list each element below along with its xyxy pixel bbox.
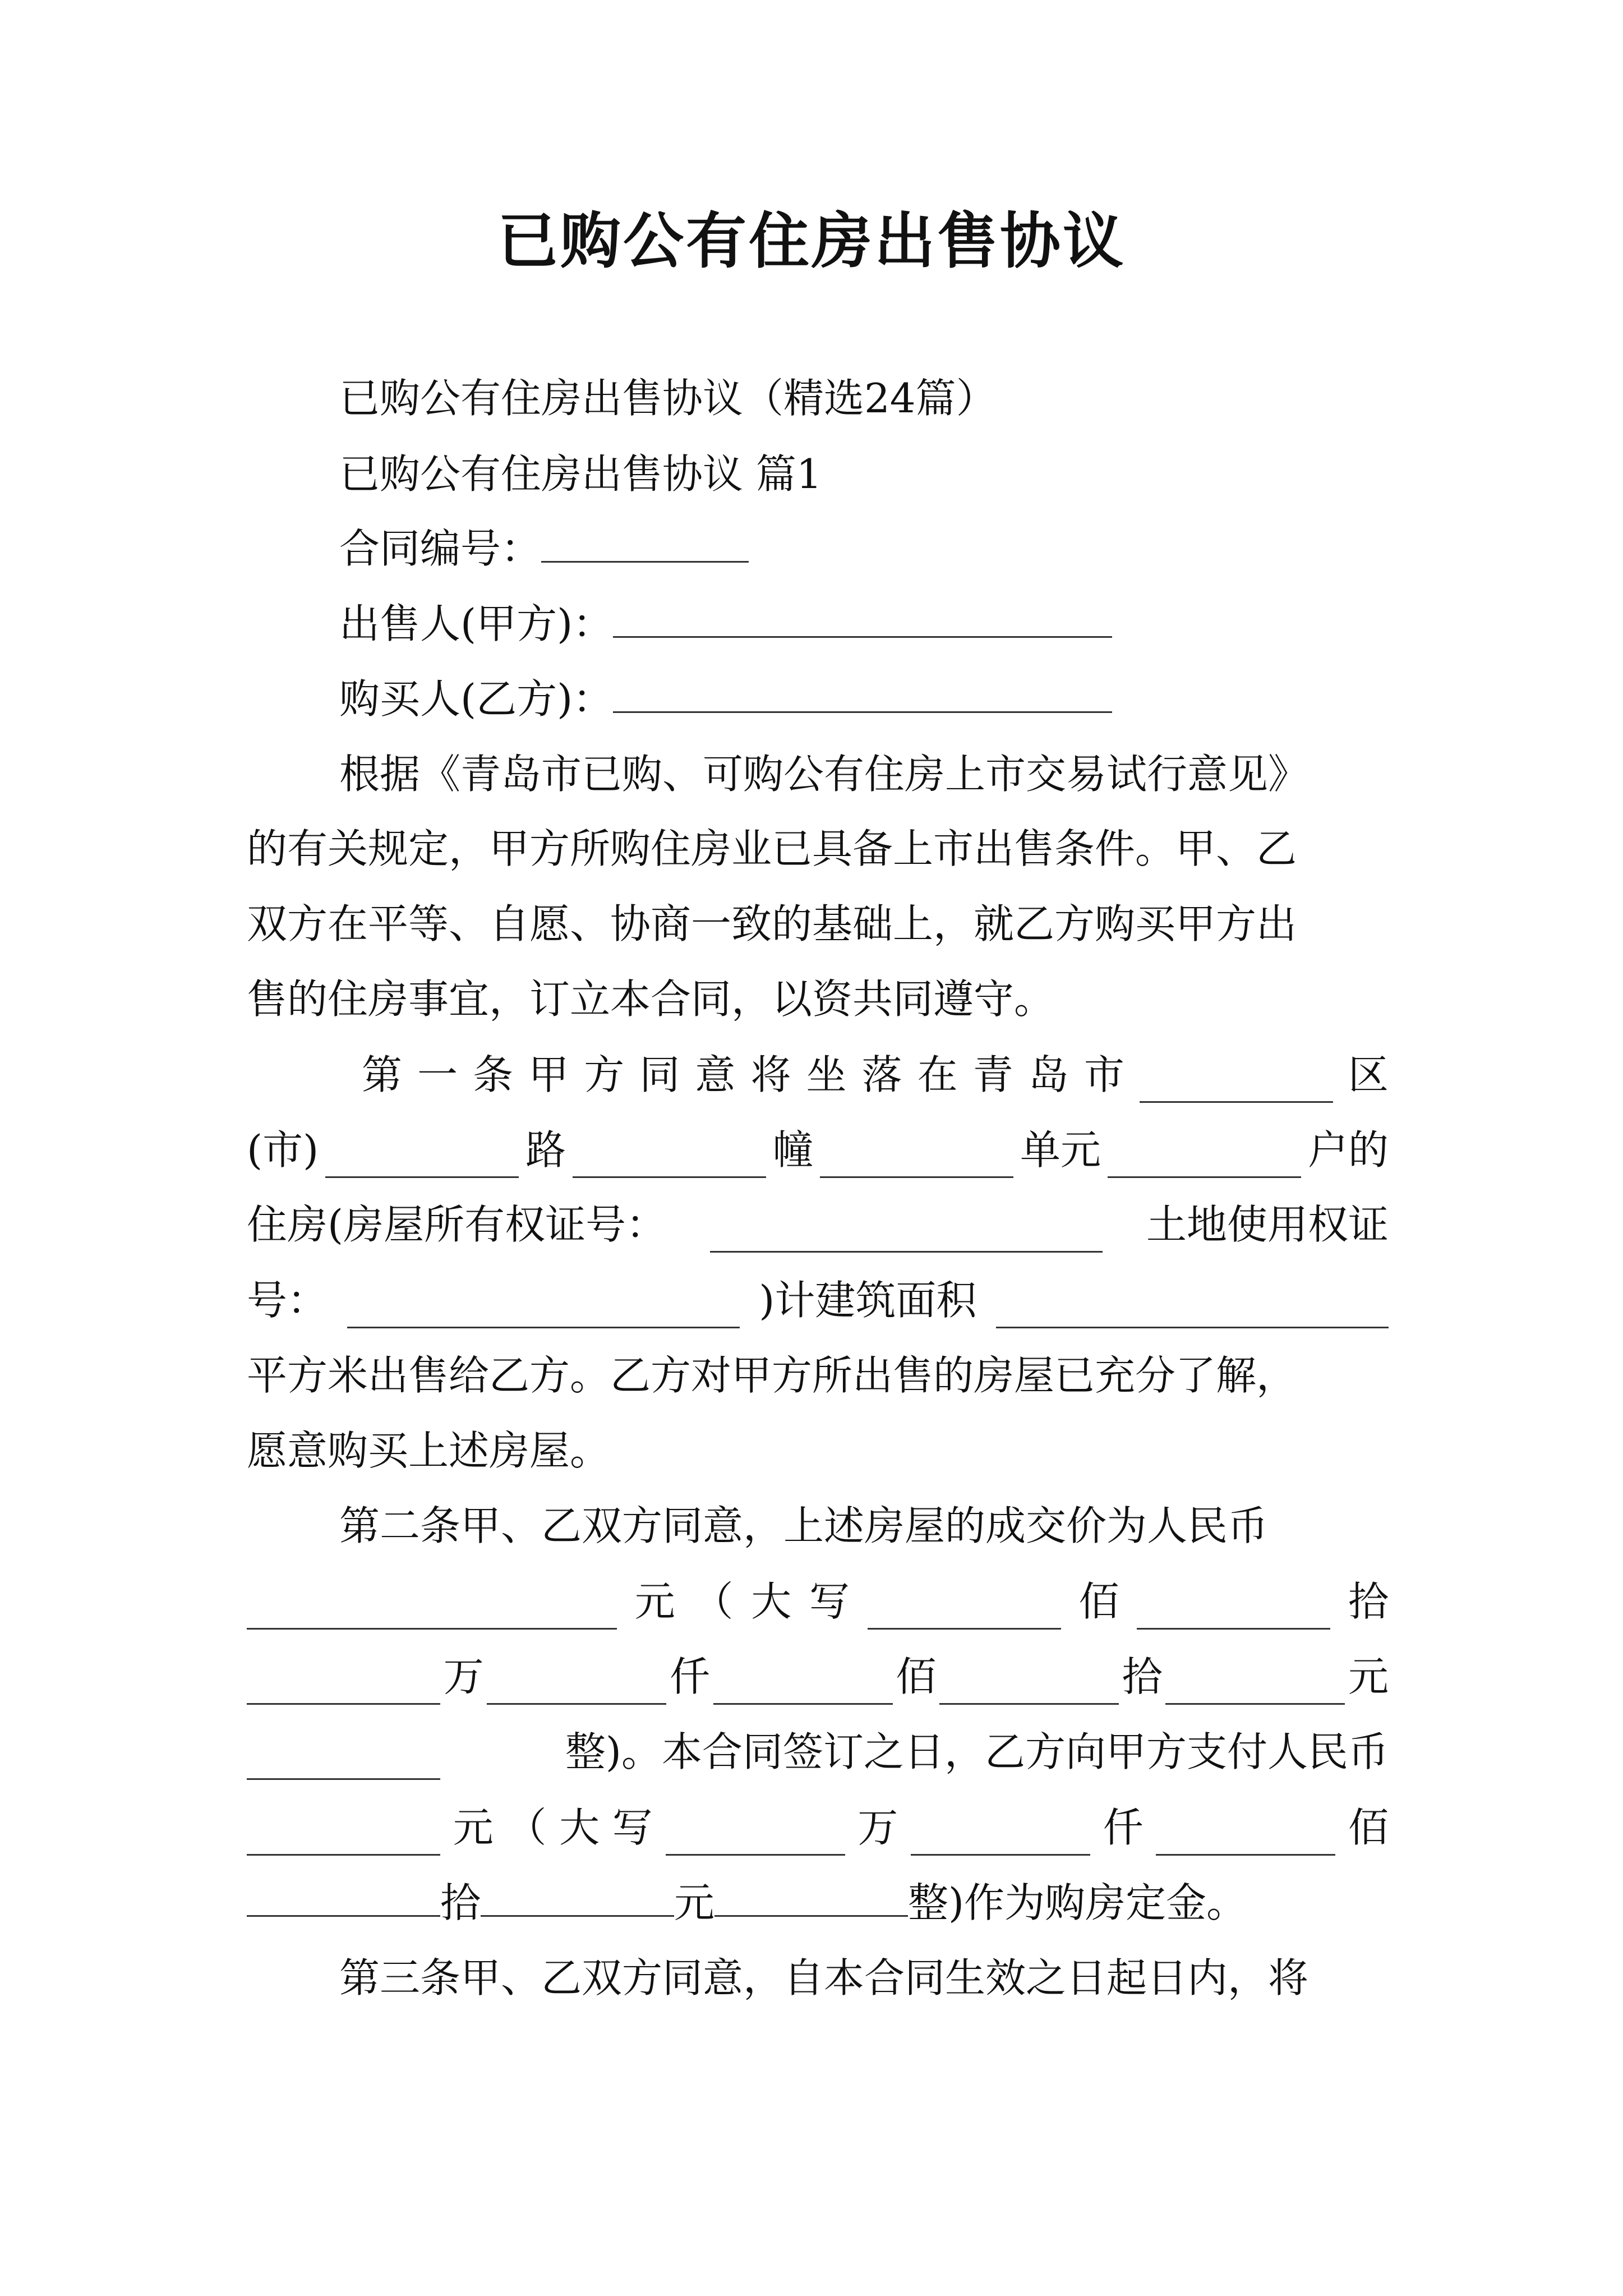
art2-word: 佰 xyxy=(1078,1578,1119,1625)
building-blank xyxy=(820,1136,1013,1178)
article2-line-1: 第二条甲、乙双方同意，上述房屋的成交价为人民币 xyxy=(339,1502,1269,1549)
art2-word: 元 xyxy=(674,1879,715,1926)
seller-row xyxy=(339,596,1112,652)
article1-line-4 xyxy=(247,1272,1389,1328)
art2-word: 万 xyxy=(443,1653,484,1700)
unit-blank xyxy=(1108,1136,1301,1178)
deposit-yuan-blank xyxy=(481,1875,674,1917)
art1-char: 区 xyxy=(1348,1051,1389,1098)
section-heading: 已购公有住房出售协议 篇1 xyxy=(339,450,822,498)
art2-text: 整)。本合同签订之日，乙方向甲方支付人民币 xyxy=(565,1728,1389,1775)
price-qian-blank xyxy=(487,1663,666,1705)
art2-word: 佰 xyxy=(896,1653,937,1700)
buyer-row xyxy=(339,671,1112,727)
deposit-bai-blank xyxy=(1156,1814,1335,1856)
price-wan-blank xyxy=(247,1663,440,1705)
art1-char: 市 xyxy=(1083,1051,1124,1098)
contract-number-label: 合同编号： xyxy=(339,525,542,572)
article2-line-4 xyxy=(247,1724,1389,1780)
article2-line-2 xyxy=(247,1573,1389,1630)
art2-word: 元 xyxy=(1348,1653,1389,1700)
art1-word: 户的 xyxy=(1307,1126,1389,1174)
art1-text: 土地使用权证 xyxy=(1146,1201,1389,1248)
deposit-wan-blank xyxy=(666,1814,845,1856)
art1-char: 青 xyxy=(972,1051,1013,1098)
price-yuan-blank xyxy=(1165,1663,1345,1705)
city-blank xyxy=(325,1136,519,1178)
buyer-label: 购买人(乙方)： xyxy=(339,675,614,723)
contract-number-blank xyxy=(541,521,749,563)
seller-blank xyxy=(613,596,1112,638)
subtitle: 已购公有住房出售协议（精选24篇） xyxy=(339,375,997,422)
art2-word: （ xyxy=(693,1578,734,1625)
art2-word: 元 xyxy=(453,1804,494,1851)
article1-line-1 xyxy=(362,1047,1389,1103)
art1-char: 坐 xyxy=(806,1051,847,1098)
art1-word: 幢 xyxy=(773,1126,814,1174)
art1-text: 号： xyxy=(247,1277,328,1324)
art2-word: 佰 xyxy=(1348,1804,1389,1851)
intro-line-1: 根据《青岛市已购、可购公有住房上市交易试行意见》 xyxy=(339,751,1309,798)
price-tens-blank xyxy=(1137,1588,1330,1630)
art1-word: (市) xyxy=(247,1126,319,1174)
intro-line-4: 售的住房事宜，订立本合同，以资共同遵守。 xyxy=(247,976,1055,1023)
art1-text: )计建筑面积 xyxy=(759,1277,977,1324)
art1-char: 岛 xyxy=(1028,1051,1069,1098)
deposit-total-blank xyxy=(714,1875,908,1917)
art2-word: 元 xyxy=(634,1578,675,1625)
art1-char: 同 xyxy=(639,1051,680,1098)
art1-char: 方 xyxy=(584,1051,625,1098)
art2-word: 万 xyxy=(857,1804,898,1851)
article1-line-6: 愿意购买上述房屋。 xyxy=(247,1427,611,1474)
art1-char: 意 xyxy=(695,1051,736,1098)
art2-word: 拾 xyxy=(1122,1653,1163,1700)
deposit-blank xyxy=(247,1814,440,1856)
area-blank xyxy=(996,1286,1389,1328)
article2-line-6 xyxy=(247,1875,1247,1931)
art1-char: 条 xyxy=(473,1051,514,1098)
ownership-cert-blank xyxy=(710,1211,1103,1253)
land-cert-blank xyxy=(347,1286,740,1328)
art2-word: 大 xyxy=(751,1578,792,1625)
buyer-blank xyxy=(613,671,1112,713)
seller-label: 出售人(甲方)： xyxy=(339,600,614,647)
article1-line-5: 平方米出售给乙方。乙方对甲方所出售的房屋已充分了解， xyxy=(247,1352,1297,1399)
article3-line-1: 第三条甲、乙双方同意，自本合同生效之日起日内，将 xyxy=(339,1954,1309,2001)
art2-word: 仟 xyxy=(669,1653,710,1700)
art1-word: 单元 xyxy=(1020,1126,1101,1174)
deposit-shi-blank xyxy=(247,1875,440,1917)
price-shi-blank xyxy=(939,1663,1119,1705)
art1-char: 在 xyxy=(917,1051,958,1098)
article1-line-2 xyxy=(247,1122,1389,1178)
price-blank xyxy=(247,1588,617,1630)
contract-number-row xyxy=(339,521,749,577)
art2-word: 整)作为购房定金。 xyxy=(908,1879,1247,1926)
document-title: 已购公有住房出售协议 xyxy=(497,206,1126,277)
article2-line-5 xyxy=(247,1800,1389,1856)
article2-line-3 xyxy=(247,1649,1389,1705)
district-blank xyxy=(1140,1061,1333,1103)
intro-line-3: 双方在平等、自愿、协商一致的基础上，就乙方购买甲方出 xyxy=(247,900,1297,947)
price-total-blank xyxy=(247,1738,440,1780)
art2-word: 写 xyxy=(809,1578,850,1625)
art1-text: 住房(房屋所有权证号： xyxy=(247,1201,667,1248)
art1-char: 甲 xyxy=(528,1051,569,1098)
art2-word: 仟 xyxy=(1103,1804,1144,1851)
intro-line-2: 的有关规定，甲方所购住房业已具备上市出售条件。甲、乙 xyxy=(247,825,1297,872)
road-blank xyxy=(573,1136,766,1178)
art1-char: 落 xyxy=(861,1051,902,1098)
price-hundreds-blank xyxy=(868,1588,1061,1630)
price-bai-blank xyxy=(713,1663,893,1705)
art2-word: 拾 xyxy=(440,1879,481,1926)
art1-char: 第 xyxy=(362,1051,403,1098)
article1-line-3 xyxy=(247,1197,1389,1253)
art2-word: 写 xyxy=(612,1804,653,1851)
art2-word: （ xyxy=(506,1804,547,1851)
art2-word: 大 xyxy=(559,1804,600,1851)
art1-char: 将 xyxy=(750,1051,791,1098)
art1-word: 路 xyxy=(525,1126,566,1174)
deposit-qian-blank xyxy=(911,1814,1090,1856)
art2-word: 拾 xyxy=(1348,1578,1389,1625)
art1-char: 一 xyxy=(417,1051,458,1098)
